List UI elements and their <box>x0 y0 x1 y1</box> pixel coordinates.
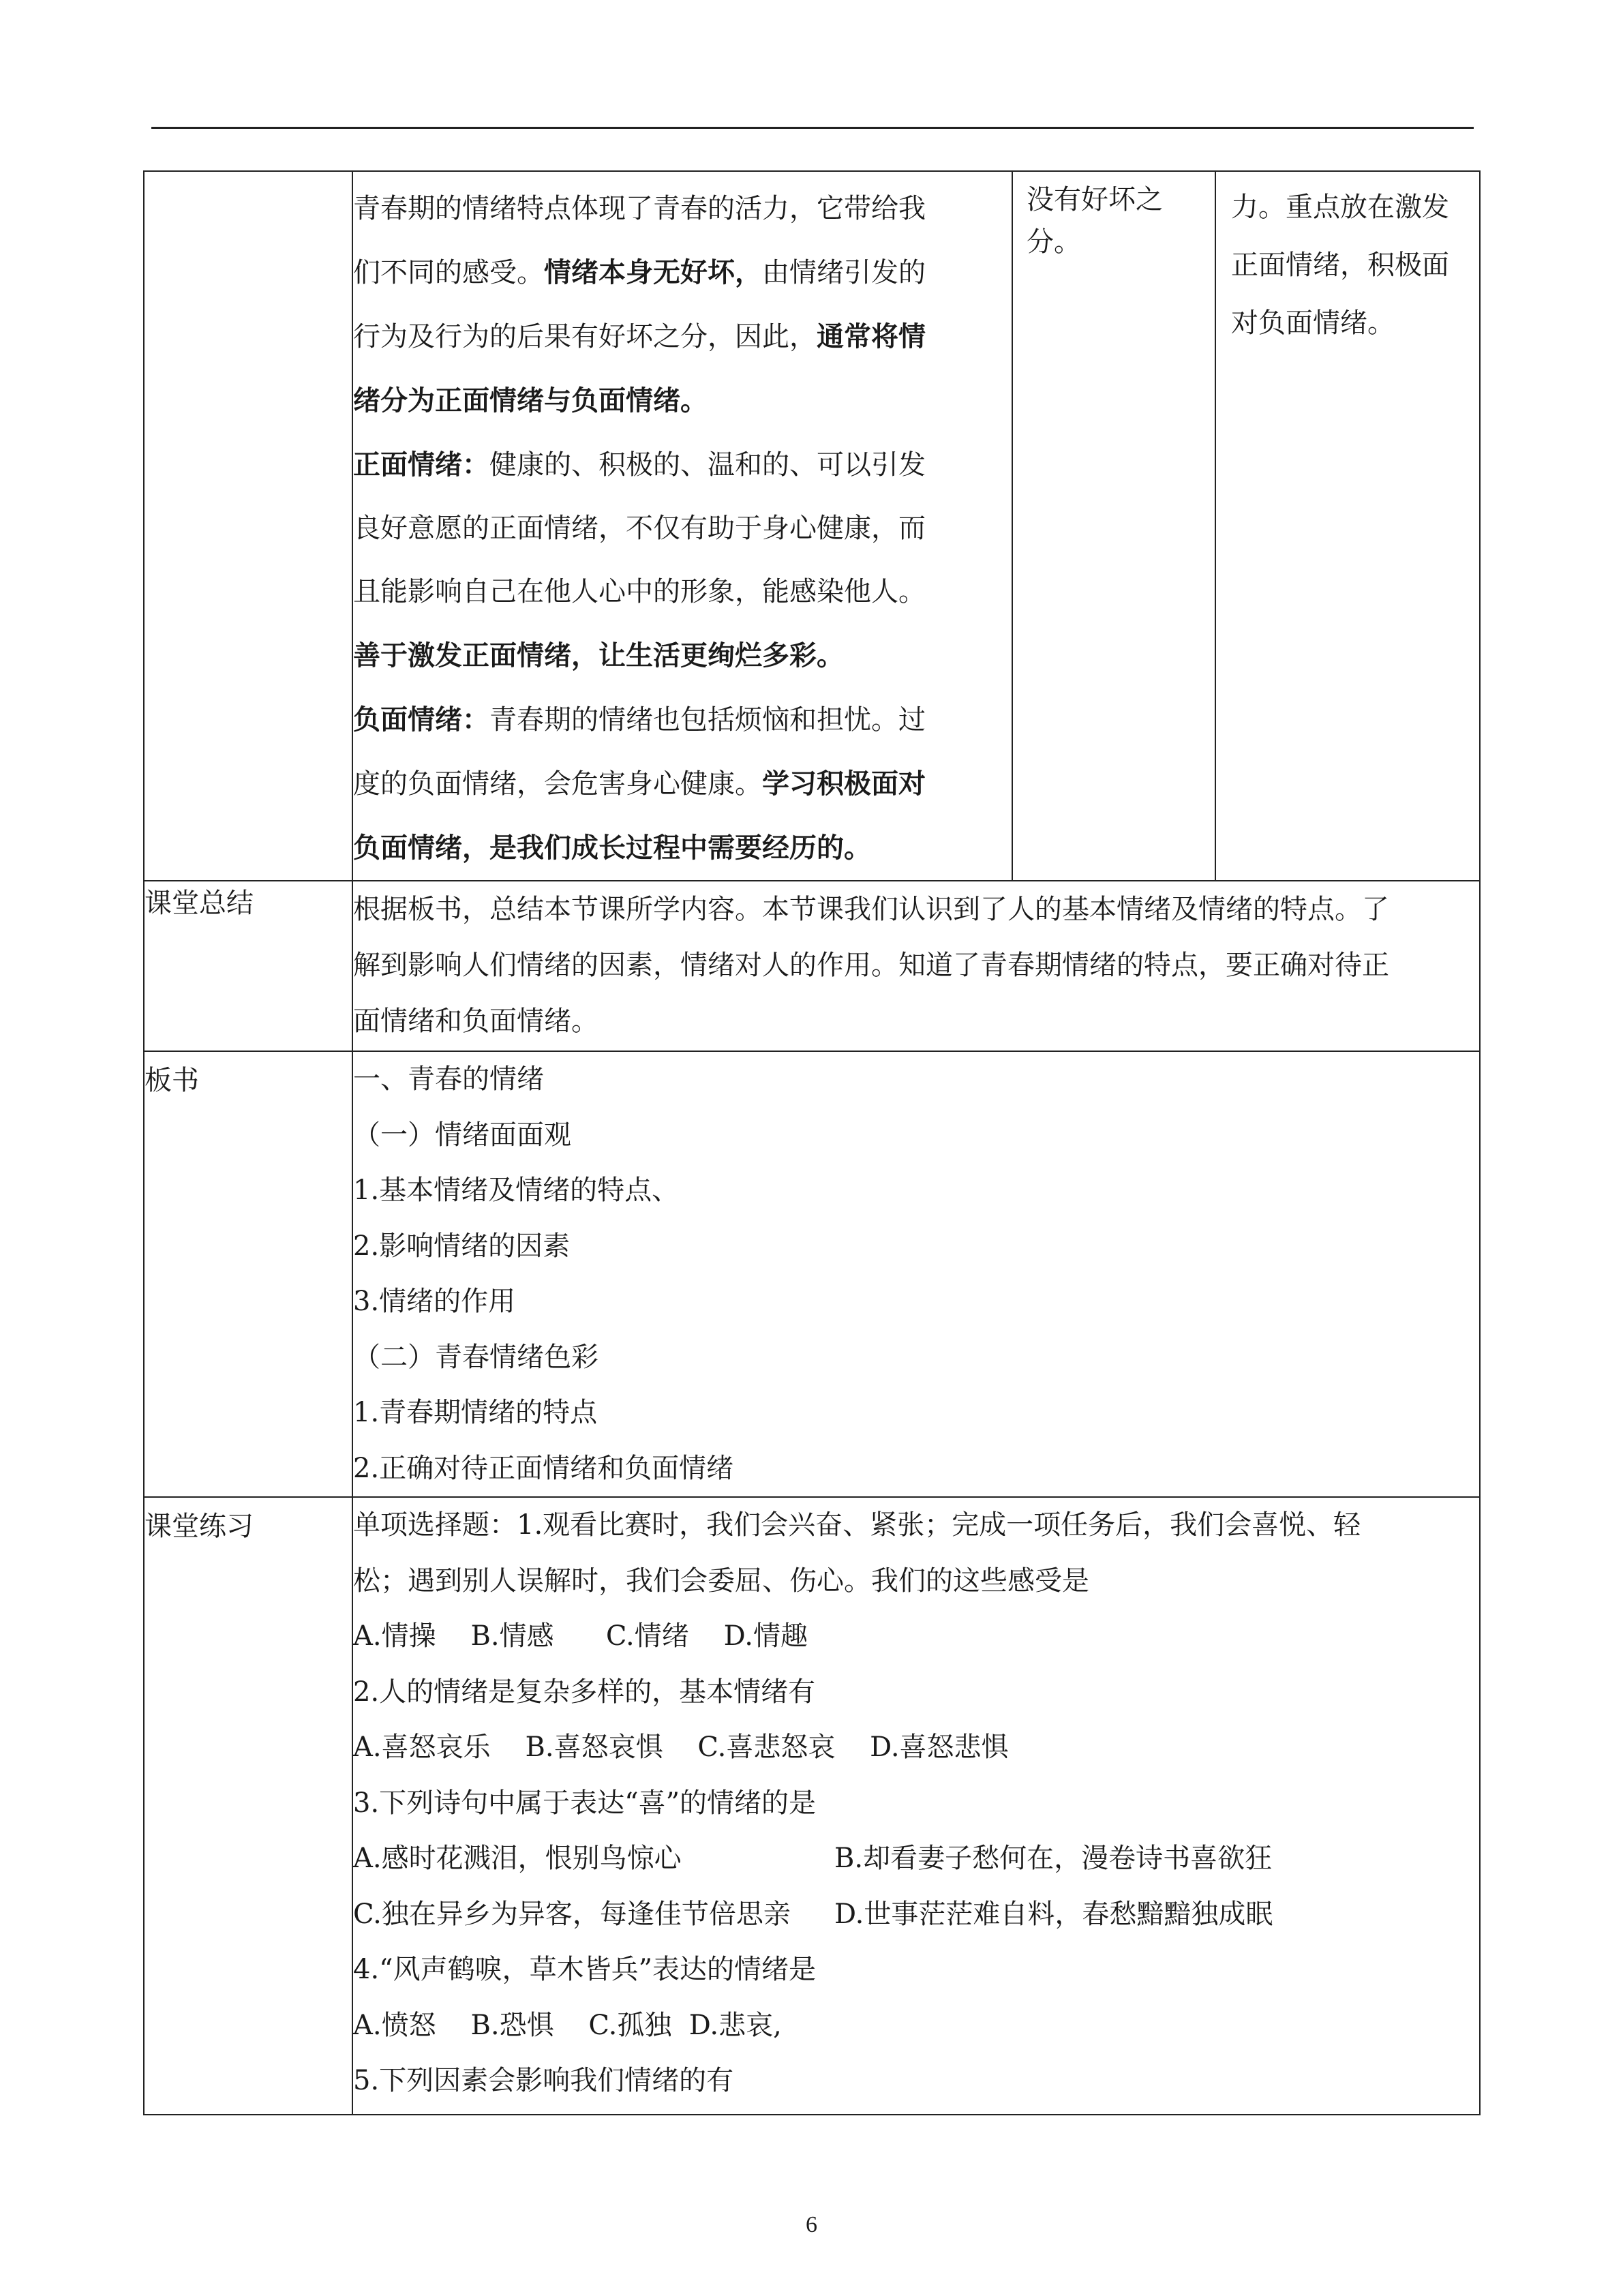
feature-text: 度的负面情绪，会危害身心健康。 <box>353 768 762 800</box>
exercise-content-cell <box>352 1497 1480 2115</box>
feature-line <box>353 624 1012 688</box>
header-rule <box>151 127 1474 129</box>
feature-text: 健康的、积极的、温和的、可以引发 <box>489 449 926 481</box>
exercise-label: 课堂练习 <box>145 1511 254 1542</box>
summary-row <box>144 881 1480 1051</box>
lesson-plan-table <box>143 170 1481 2115</box>
feature-line <box>353 433 1012 497</box>
emphasis-text: 负面情绪： <box>353 704 489 736</box>
exercise-line: 5.下列因素会影响我们情绪的有 <box>353 2065 734 2096</box>
summary-label: 课堂总结 <box>145 888 254 919</box>
feature-text: 青春期的情绪特点体现了青春的活力，它带给我 <box>353 193 926 224</box>
board-line: 2.影响情绪的因素 <box>353 1230 571 1262</box>
emphasis-text: 绪分为正面情绪与负面情绪。 <box>353 384 708 417</box>
feature-text: 良好意愿的正面情绪，不仅有助于身心健康，而 <box>353 513 926 544</box>
feature-line <box>353 241 1012 305</box>
col3-line: 分。 <box>1027 226 1081 258</box>
exercise-option: B.却看妻子愁何在，漫卷诗书喜欲狂 <box>834 1843 1273 1874</box>
feature-text: 由情绪引发的 <box>762 257 926 288</box>
exercise-options: A.愤怒 B.恐惧 C.孤独 D.悲哀, <box>353 2009 782 2041</box>
exercise-line: 松；遇到别人误解时，我们会委屈、伤心。我们的这些感受是 <box>353 1565 1089 1597</box>
exercise-option: C.独在异乡为异客，每逢佳节倍思亲 <box>353 1898 791 1930</box>
board-line: 一、青春的情绪 <box>353 1063 544 1095</box>
col3-line: 没有好坏之 <box>1027 184 1163 215</box>
emphasis-text: 负面情绪，是我们成长过程中需要经历的。 <box>353 832 871 864</box>
exercise-options: A.情操 B.情感 C.情绪 D.情趣 <box>353 1620 808 1652</box>
exercise-label-cell <box>144 1497 352 2115</box>
exercise-option: D.世事茫茫难自料，春愁黯黯独成眠 <box>834 1898 1273 1930</box>
emphasis-text: 正面情绪： <box>353 449 489 481</box>
exercise-options: A.喜怒哀乐 B.喜怒哀惧 C.喜悲怒哀 D.喜怒悲惧 <box>353 1732 1009 1763</box>
feature-text: 青春期的情绪也包括烦恼和担忧。过 <box>489 704 926 736</box>
board-line: 1.青春期情绪的特点 <box>353 1397 598 1428</box>
exercise-line: 2.人的情绪是复杂多样的，基本情绪有 <box>353 1676 816 1708</box>
feature-label-cell <box>144 171 352 881</box>
board-content-cell <box>352 1051 1480 1497</box>
feature-col3-cell <box>1012 171 1215 881</box>
feature-paragraphs <box>353 177 1012 880</box>
feature-line <box>353 816 1012 880</box>
emphasis-text: 善于激发正面情绪，让生活更绚烂多彩。 <box>353 639 844 671</box>
feature-text: 行为及行为的后果有好坏之分，因此， <box>353 321 817 352</box>
feature-row <box>144 171 1480 881</box>
exercise-option: A.感时花溅泪，恨别鸟惊心 <box>353 1843 682 1874</box>
emphasis-text: 情绪本身无好坏， <box>544 256 762 288</box>
exercise-line: 3.下列诗句中属于表达“喜”的情绪的是 <box>353 1787 817 1819</box>
exercise-row <box>144 1497 1480 2115</box>
exercise-line: 4.“风声鹤唳，草木皆兵”表达的情绪是 <box>353 1954 817 1985</box>
summary-label-cell <box>144 881 352 1051</box>
feature-line <box>353 497 1012 560</box>
board-line: 3.情绪的作用 <box>353 1286 516 1317</box>
board-label: 板书 <box>145 1065 199 1096</box>
feature-text: 且能影响自己在他人心中的形象，能感染他人。 <box>353 576 926 607</box>
summary-content-cell <box>352 881 1480 1051</box>
col4-line: 对负面情绪。 <box>1231 307 1395 339</box>
exercise-line: 单项选择题：1.观看比赛时，我们会兴奋、紧张；完成一项任务后，我们会喜悦、轻 <box>353 1509 1361 1541</box>
col4-line: 力。重点放在激发 <box>1231 192 1449 223</box>
board-line: 2.正确对待正面情绪和负面情绪 <box>353 1452 734 1484</box>
feature-line <box>353 369 1012 433</box>
board-line: （二）青春情绪色彩 <box>353 1341 598 1373</box>
feature-line <box>353 305 1012 369</box>
board-row <box>144 1051 1480 1497</box>
emphasis-text: 学习积极面对 <box>762 768 926 800</box>
feature-text: 们不同的感受。 <box>353 257 544 288</box>
feature-line <box>353 688 1012 752</box>
emphasis-text: 通常将情 <box>817 320 926 352</box>
summary-line: 根据板书，总结本节课所学内容。本节课我们认识到了人的基本情绪及情绪的特点。了 <box>353 894 1389 925</box>
summary-line: 面情绪和负面情绪。 <box>353 1006 598 1037</box>
page-number: 6 <box>806 2212 817 2237</box>
feature-content-cell <box>352 171 1012 881</box>
col4-line: 正面情绪，积极面 <box>1231 250 1449 281</box>
feature-line <box>353 560 1012 624</box>
summary-line: 解到影响人们情绪的因素，情绪对人的作用。知道了青春期情绪的特点，要正确对待正 <box>353 950 1389 981</box>
board-line: 1.基本情绪及情绪的特点、 <box>353 1175 680 1206</box>
feature-col4-cell <box>1215 171 1480 881</box>
board-label-cell <box>144 1051 352 1497</box>
exercise-options-row <box>353 1887 1479 1943</box>
board-line: （一）情绪面面观 <box>353 1119 571 1151</box>
feature-line <box>353 177 1012 241</box>
feature-line <box>353 752 1012 816</box>
exercise-options-row <box>353 1831 1479 1887</box>
